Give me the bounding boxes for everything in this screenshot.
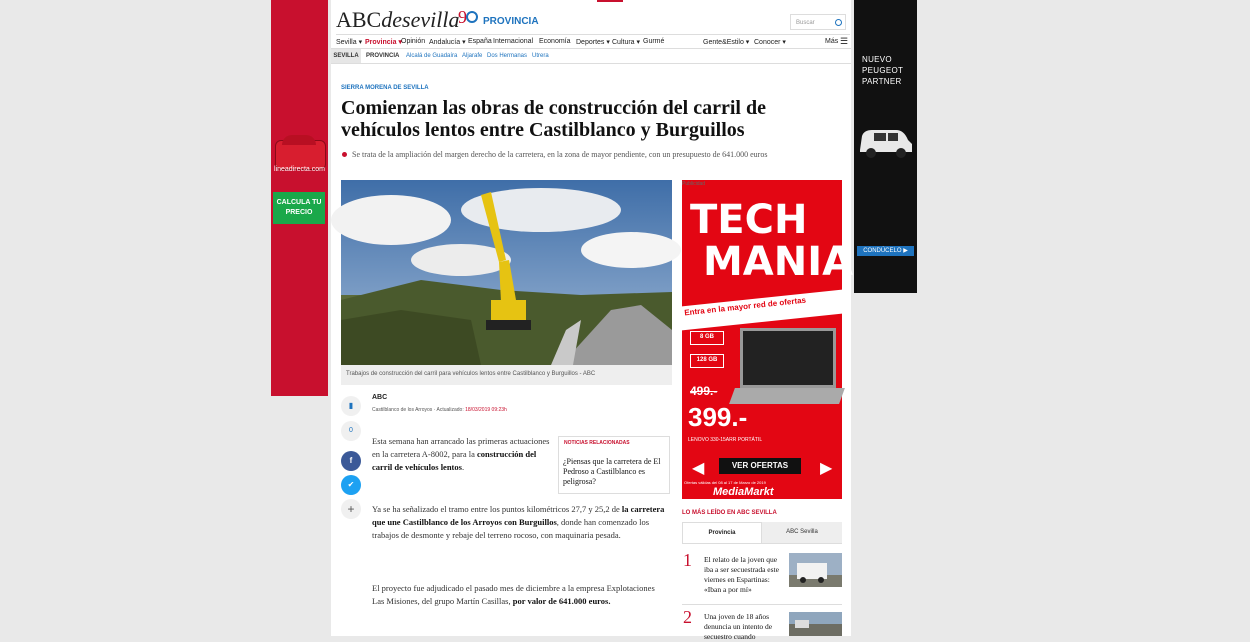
nav-item-opinion[interactable]: Opinión [401, 38, 426, 45]
site-logo[interactable]: ABCdesevilla [336, 7, 460, 32]
right-banner-ad[interactable] [854, 0, 917, 293]
most-read-link[interactable]: El relato de la joven que iba a ser secuestrada este viernes en Espartinas: «Iban a por mí» [704, 555, 779, 594]
related-news-heading: NOTICIAS RELACIONADAS [564, 440, 630, 446]
ad-price: 399.- [688, 402, 748, 432]
divider [682, 604, 842, 605]
subnav-item-dos-hermanas[interactable]: Dos Hermanas [487, 53, 528, 59]
paragraph-3: El proyecto fue adjudicado el pasado mes de diciembre a la empresa Explotaciones Las Misiones, del grupo Martín Casillas, por valor de 641.000 euros. [372, 583, 655, 606]
bullet-icon [342, 152, 347, 157]
ad-cta-button[interactable]: CALCULA TU PRECIO [273, 192, 325, 224]
ad-label: Publicidad [682, 181, 706, 187]
ad-brand: lineadirecta.com [274, 166, 325, 173]
nav-item-sevilla[interactable]: Sevilla ▾ [336, 39, 363, 46]
sub-nav [331, 48, 851, 64]
subnav-item-aljarafe[interactable]: Aljarafe [462, 53, 483, 59]
most-read-link[interactable]: Una joven de 18 años denuncia un intento de secuestro cuando [704, 612, 773, 641]
nav-item-provincia[interactable]: Provincia ▾ [365, 39, 402, 46]
ad-headline-2: MANIA [703, 239, 854, 285]
tab-provincia[interactable]: Provincia [682, 522, 762, 543]
subnav-item-sevilla[interactable]: SEVILLA [331, 49, 361, 63]
article-meta: Castilblanco de los Arroyos · Actualizado: 18/03/2019 09:23h [372, 407, 507, 413]
photo-caption: Trabajos de construcción del carril para vehículos lentos entre Castilblanco y Burguillos - ABC [341, 365, 672, 385]
bookmark-icon[interactable]: ▮ [341, 396, 361, 416]
article-photo[interactable] [341, 180, 672, 365]
twitter-icon[interactable]: ✔ [341, 475, 361, 495]
author[interactable]: ABC [372, 394, 388, 401]
ad-headline: TECH [690, 197, 808, 243]
next-arrow-icon[interactable]: ▶ [820, 460, 833, 477]
rank-number: 2 [683, 607, 692, 627]
most-read-thumbnail[interactable] [789, 553, 842, 587]
nav-item-gurme[interactable]: Gurmé [643, 38, 665, 45]
paragraph-2: Ya se ha señalizado el tramo entre los puntos kilométricos 27,7 y 25,2 de la carretera que une Castilblanco de los Arroyos con Burguillos, donde han comenzado los trabajos de desmonte y rebaje del terreno rocoso, con maquinaria pesada. [372, 504, 665, 540]
section-label[interactable]: PROVINCIA [483, 16, 539, 27]
hamburger-menu-icon[interactable]: ☰ [840, 36, 849, 46]
most-read-thumbnail[interactable] [789, 612, 842, 636]
paragraph-1: Esta semana han arrancado las primeras actuaciones en la carretera A-8002, para la construcción del carril de vehículos lentos. [372, 436, 550, 472]
ad-spec-storage: 128 GB [690, 354, 724, 368]
nav-item-mas[interactable]: Más [825, 38, 839, 45]
ad-old-price: 499.- [690, 384, 718, 398]
tab-abc-sevilla[interactable]: ABC Sevilla [762, 522, 842, 543]
article-headline: Comienzan las obras de construcción del carril de vehículos lentos entre Castilblanco y Burguillos [341, 97, 766, 141]
nav-item-andalucia[interactable]: Andalucía ▾ [429, 39, 466, 46]
prev-arrow-icon[interactable]: ◀ [692, 460, 705, 477]
subnav-item-alcala[interactable]: Alcalá de Guadaíra [406, 53, 458, 59]
ad-logo: MediaMarkt [713, 486, 774, 498]
van-icon [856, 120, 914, 164]
ad-band-text: Entra en la mayor red de ofertas [683, 295, 807, 318]
most-read-tabs [682, 522, 842, 544]
related-news-link[interactable]: ¿Piensas que la carretera de El Pedroso a Castilblanco es peligrosa? [563, 457, 661, 486]
ad-cta-button[interactable]: CONDÚCELO ▶ [857, 246, 914, 256]
most-read-title: LO MÁS LEÍDO EN ABC SEVILLA [682, 510, 777, 516]
subnav-item-utrera[interactable]: Utrera [532, 53, 549, 59]
nav-item-internacional[interactable]: Internacional [493, 38, 534, 45]
more-share-icon[interactable]: + [341, 499, 361, 519]
nav-item-deportes[interactable]: Deportes ▾ [576, 39, 610, 46]
anniversary-logo-icon [458, 7, 478, 27]
ad-text: NUEVO PEUGEOT PARTNER [862, 55, 904, 86]
subnav-item-provincia[interactable]: PROVINCIA [366, 53, 400, 59]
comment-count[interactable]: 0 [341, 421, 361, 441]
article-subtitle: Se trata de la ampliación del margen derecho de la carretera, en la zona de mayor pendiente, con un presupuesto de 641.000 euros [352, 150, 768, 159]
search-icon[interactable] [835, 19, 842, 26]
ad-spec-ram: 8 GB [690, 331, 724, 345]
svg-text:9: 9 [458, 7, 467, 27]
ad-cta-button[interactable]: VER OFERTAS [719, 458, 801, 474]
search-input[interactable]: Buscar [790, 14, 846, 30]
ad-validity: Ofertas válidas del 08 al 17 de Marzo de 2019 [684, 480, 766, 485]
main-nav [336, 34, 850, 48]
nav-item-economia[interactable]: Economía [539, 38, 571, 45]
nav-item-espana[interactable]: España [468, 38, 492, 45]
laptop-image [740, 328, 836, 388]
article-kicker[interactable]: SIERRA MORENA DE SEVILLA [341, 85, 429, 91]
nav-item-cultura[interactable]: Cultura ▾ [612, 39, 641, 46]
nav-item-conocer[interactable]: Conocer ▾ [754, 39, 786, 46]
rank-number: 1 [683, 550, 692, 570]
nav-item-gente-estilo[interactable]: Gente&Estilo ▾ [703, 39, 750, 46]
top-accent-line [597, 0, 623, 2]
ad-model: LENOVO 330-15ARR PORTÁTIL [688, 437, 763, 443]
left-banner-ad[interactable] [271, 0, 328, 396]
facebook-icon[interactable]: f [341, 451, 361, 471]
